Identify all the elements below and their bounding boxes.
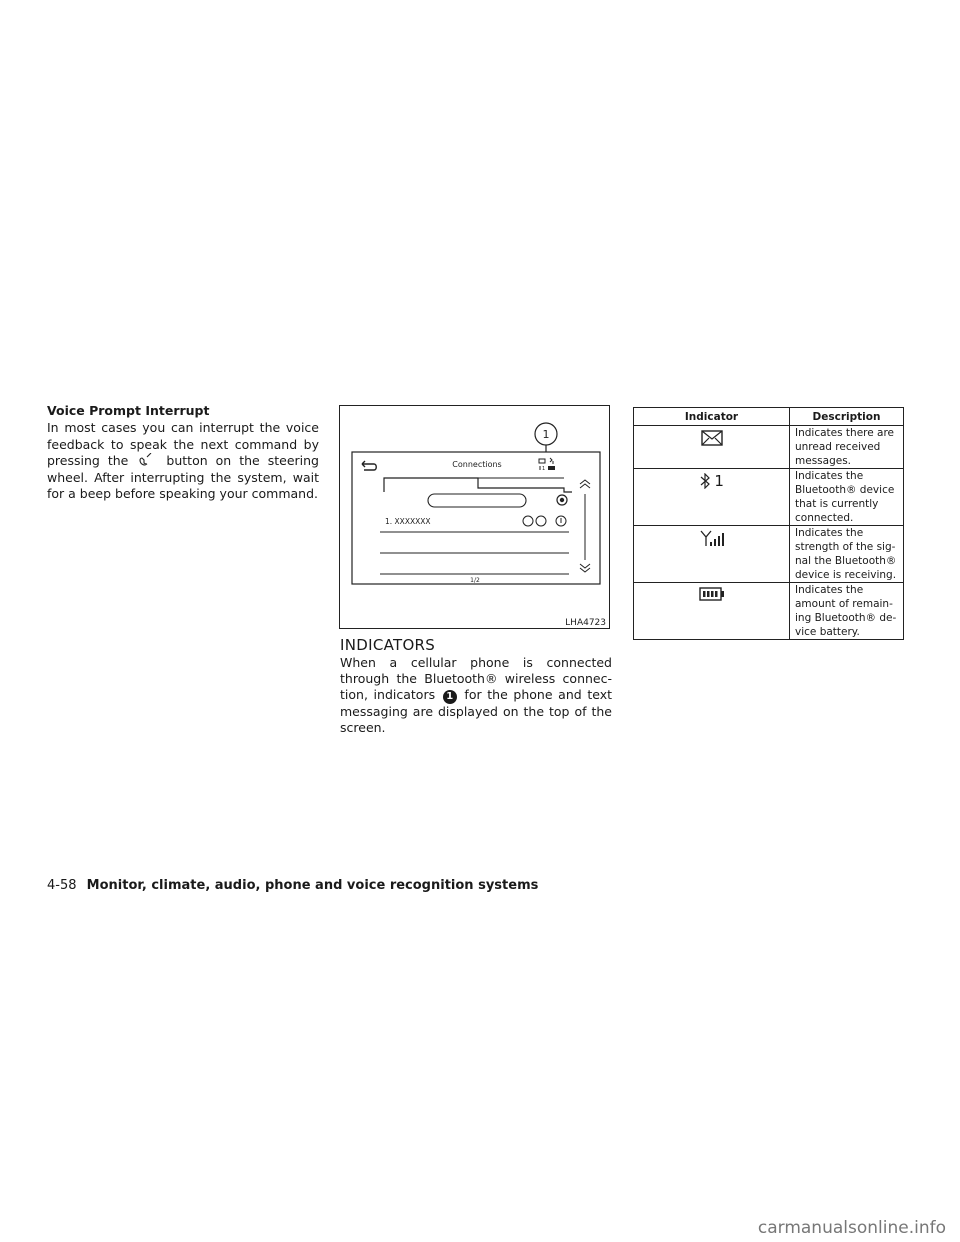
indicator-cell (634, 583, 790, 640)
figure-code: LHA4723 (565, 618, 606, 628)
envelope-icon (701, 430, 723, 446)
voice-prompt-text-2: button on the steering wheel. After interrupting the system, wait for a beep before speaking your command. (47, 453, 319, 501)
table-row (634, 583, 904, 640)
description-cell: Indicates the Bluetooth® device that is currently connected. (790, 469, 904, 526)
table-row (634, 469, 904, 526)
header-indicator: Indicator (634, 408, 790, 426)
watermark: carmanualsonline.info (757, 1218, 946, 1238)
indicator-cell (634, 426, 790, 469)
indicator-cell (634, 469, 790, 526)
description-cell: Indicates the amount of remain- ing Bluetooth® de- vice battery. (790, 583, 904, 640)
talk-button-icon (136, 453, 158, 467)
voice-prompt-paragraph (47, 420, 319, 503)
callout-1-label: 1 (542, 428, 550, 441)
description-cell: Indicates there are unread received messages. (790, 426, 904, 469)
voice-prompt-text-1: In most cases you can interrupt the voice feedback to speak the next command by pressing the (47, 420, 319, 468)
page-footer (47, 878, 538, 893)
indicators-paragraph (340, 655, 612, 736)
table-row (634, 526, 904, 583)
indicator-cell (634, 526, 790, 583)
bluetooth-icon (699, 473, 711, 489)
screen-title: Connections (452, 460, 502, 469)
indicator-table (633, 407, 904, 640)
chapter-title: Monitor, climate, audio, phone and voice recognition systems (86, 878, 539, 893)
device-list-item[interactable]: 1. XXXXXXX (385, 517, 431, 526)
indicators-text-1: When a cellular phone is connected through the Bluetooth® wireless connec- tion, indicators (340, 655, 612, 702)
indicators-text-2: for the phone and text messaging are displayed on the top of the screen. (340, 687, 613, 735)
connections-screen-figure (339, 405, 610, 629)
section-title-indicators: INDICATORS (340, 636, 436, 654)
battery-icon (699, 587, 725, 601)
table-row (634, 426, 904, 469)
signal-strength-icon (700, 530, 724, 547)
page-number: 4-58 (47, 878, 77, 893)
table-header-row (634, 408, 904, 426)
description-cell: Indicates the strength of the sig- nal the Bluetooth® device is receiving. (790, 526, 904, 583)
section-title-voice-prompt-interrupt: Voice Prompt Interrupt (47, 403, 210, 418)
bluetooth-device-number: 1 (714, 472, 724, 490)
header-description: Description (790, 408, 904, 426)
page-indicator: 1/2 (470, 577, 480, 584)
callout-1-inline: 1 (443, 690, 457, 704)
search-field[interactable] (428, 494, 526, 507)
svg-text:1: 1 (542, 466, 546, 472)
